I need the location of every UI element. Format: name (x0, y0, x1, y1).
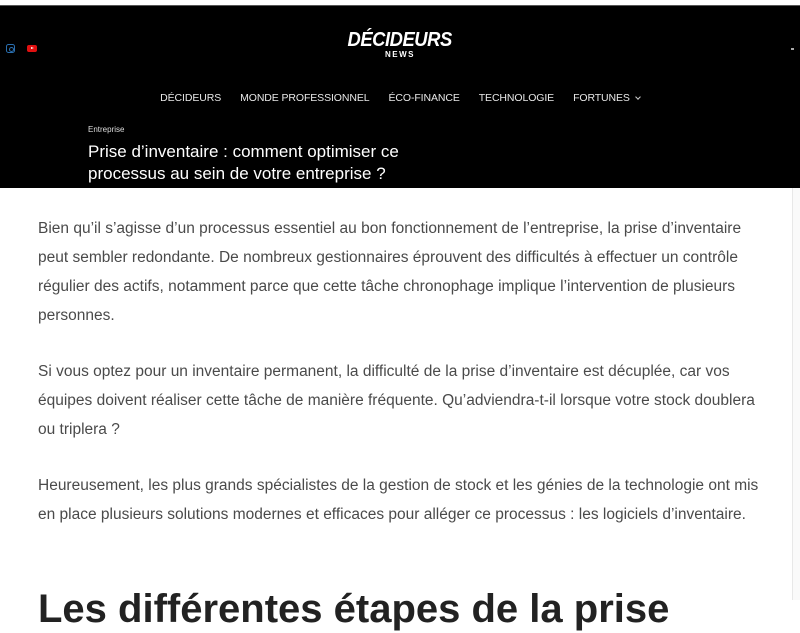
scrollbar[interactable] (792, 188, 800, 600)
nav-item-technologie[interactable] (479, 92, 554, 104)
nav-label: MONDE PROFESSIONNEL (240, 92, 370, 104)
section-heading: Les différentes étapes de la prise (38, 587, 670, 631)
nav-label: TECHNOLOGIE (478, 92, 555, 104)
article-paragraph: Si vous optez pour un inventaire permanent, la difficulté de la prise d’inventaire est décuplée, car vos équipes doivent réaliser cette tâche de manière fréquente. Qu’adviendra-t-il lorsque votre stock doublera ou triplera ? (38, 363, 755, 438)
menu-icon[interactable] (791, 48, 794, 50)
logo-sub-text: NEWS (385, 50, 415, 59)
chevron-down-icon (635, 94, 641, 100)
nav-label: DÉCIDEURS (160, 92, 222, 104)
article-category[interactable]: Entreprise (88, 125, 125, 134)
nav-item-monde-professionnel[interactable] (240, 92, 369, 104)
nav-item-eco-finance[interactable] (388, 92, 459, 104)
nav-item-decideurs[interactable] (160, 92, 221, 104)
nav-label: ÉCO-FINANCE (388, 92, 460, 104)
article-paragraph: Heureusement, les plus grands spécialistes de la gestion de stock et les génies de la technologie ont mis en place plusieurs solutions modernes et efficaces pour alléger ce processus : les logiciels d’inventaire. (38, 477, 759, 523)
nav-label: FORTUNES (573, 92, 630, 104)
nav-item-fortunes[interactable] (573, 92, 640, 104)
article-paragraph: Bien qu’il s’agisse d’un processus essentiel au bon fonctionnement de l’entreprise, la prise d’inventaire peut sembler redondante. De nombreux gestionnaires éprouvent des difficultés à effectuer un contrôle régulier des actifs, notamment parce que cette tâche chronophage implique l’intervention de plusieurs personnes. (38, 220, 742, 324)
article-body (38, 214, 760, 556)
main-nav (0, 92, 800, 104)
article-title: Prise d’inventaire : comment optimiser ce processus au sein de votre entreprise ? (88, 142, 399, 183)
site-header (0, 6, 800, 188)
site-logo[interactable] (0, 30, 800, 59)
logo-main-text: DÉCIDEURS (347, 29, 453, 51)
